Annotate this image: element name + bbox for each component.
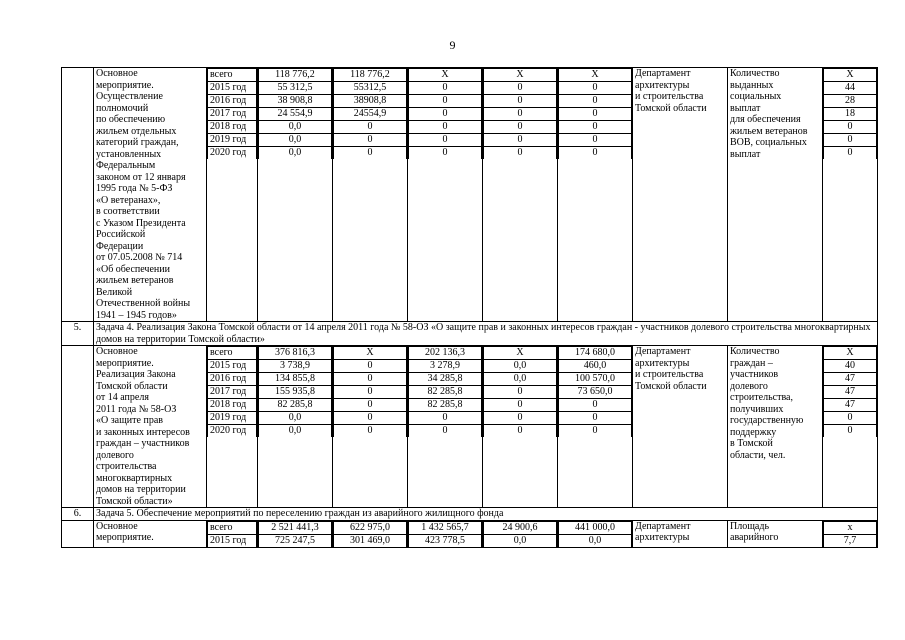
- period-row: [259, 134, 332, 147]
- period-row: [559, 360, 632, 373]
- indicator-value: X: [824, 347, 877, 360]
- funding-value: 24 554,9: [259, 108, 332, 121]
- period-label: 2017 год: [208, 386, 257, 399]
- period-row: [484, 108, 557, 121]
- period-row: [208, 69, 257, 82]
- period-row: [259, 412, 332, 425]
- indicator-value: 44: [824, 82, 877, 95]
- value-row: [824, 95, 877, 108]
- funding-value: 118 776,2: [259, 69, 332, 82]
- period-row: [334, 425, 407, 438]
- value-row: [824, 134, 877, 147]
- indicator-value: x: [824, 521, 877, 534]
- funding-value: 82 285,8: [409, 399, 482, 412]
- period-row: [409, 425, 482, 438]
- funding-column-1: [258, 68, 333, 322]
- funding-value: 24554,9: [334, 108, 407, 121]
- period-row: [559, 134, 632, 147]
- indicator-value: 47: [824, 399, 877, 412]
- period-row: [559, 95, 632, 108]
- funding-value: 0: [484, 134, 557, 147]
- period-row: [409, 360, 482, 373]
- funding-value: 0: [559, 108, 632, 121]
- period-row: [484, 534, 557, 547]
- row-number: 5.: [62, 322, 94, 346]
- period-label: 2015 год: [208, 534, 257, 547]
- period-row: [259, 82, 332, 95]
- task-row: [62, 508, 878, 521]
- period-list: [558, 521, 632, 547]
- funding-value: 0: [334, 399, 407, 412]
- period-column: [207, 68, 258, 322]
- period-row: [259, 425, 332, 438]
- indicator-value: 47: [824, 386, 877, 399]
- funding-value: 55 312,5: [259, 82, 332, 95]
- funding-value: 0: [409, 121, 482, 134]
- period-row: [208, 347, 257, 360]
- funding-value: 725 247,5: [259, 534, 332, 547]
- indicator-value: 0: [824, 412, 877, 425]
- funding-value: 82 285,8: [409, 386, 482, 399]
- period-label: 2016 год: [208, 373, 257, 386]
- value-row: [824, 121, 877, 134]
- funding-value: 423 778,5: [409, 534, 482, 547]
- indicator-values: [823, 68, 878, 322]
- period-label: всего: [208, 69, 257, 82]
- funding-value: 0: [559, 134, 632, 147]
- value-row: [824, 399, 877, 412]
- funding-column-4: [483, 68, 558, 322]
- period-list: [333, 521, 407, 547]
- funding-value: 0: [409, 134, 482, 147]
- value-list: [823, 521, 877, 547]
- period-row: [208, 108, 257, 121]
- period-row: [259, 69, 332, 82]
- indicator-value: 28: [824, 95, 877, 108]
- funding-value: 0: [484, 412, 557, 425]
- funding-value: 0: [484, 386, 557, 399]
- period-row: [484, 347, 557, 360]
- period-label: 2016 год: [208, 95, 257, 108]
- period-label: 2015 год: [208, 360, 257, 373]
- period-row: [334, 95, 407, 108]
- period-list: [558, 68, 632, 159]
- period-row: [484, 134, 557, 147]
- period-row: [559, 121, 632, 134]
- period-row: [484, 521, 557, 534]
- period-row: [259, 399, 332, 412]
- executor: Департамент архитектуры: [633, 520, 728, 547]
- funding-value: 0,0: [259, 147, 332, 160]
- period-row: [208, 121, 257, 134]
- funding-value: 0,0: [259, 412, 332, 425]
- funding-value: 0: [559, 147, 632, 160]
- period-row: [259, 386, 332, 399]
- period-row: [334, 386, 407, 399]
- period-row: [409, 82, 482, 95]
- value-row: [824, 425, 877, 438]
- period-list: [333, 68, 407, 159]
- funding-value: 0: [559, 412, 632, 425]
- task-title: Задача 5. Обеспечение мероприятий по переселению граждан из аварийного жилищного фонда: [94, 508, 878, 521]
- indicator: Количество выданных социальных выплат для обеспечения жильем ветеранов ВОВ, социальных выплат: [728, 68, 823, 322]
- funding-column-2: [333, 520, 408, 547]
- funding-column-5: [558, 520, 633, 547]
- period-row: [208, 386, 257, 399]
- period-row: [208, 534, 257, 547]
- funding-value: X: [334, 347, 407, 360]
- funding-value: 134 855,8: [259, 373, 332, 386]
- period-row: [334, 399, 407, 412]
- funding-value: 0: [409, 425, 482, 438]
- period-list: [258, 346, 332, 437]
- period-row: [409, 534, 482, 547]
- period-row: [484, 425, 557, 438]
- period-row: [484, 69, 557, 82]
- row-number: 6.: [62, 508, 94, 521]
- period-row: [334, 108, 407, 121]
- funding-value: 376 816,3: [259, 347, 332, 360]
- funding-value: 55312,5: [334, 82, 407, 95]
- value-row: [824, 147, 877, 160]
- funding-value: X: [559, 69, 632, 82]
- period-list: [483, 68, 557, 159]
- period-row: [559, 108, 632, 121]
- funding-value: 0: [334, 360, 407, 373]
- funding-value: 460,0: [559, 360, 632, 373]
- period-list: [258, 521, 332, 547]
- period-row: [559, 425, 632, 438]
- period-row: [559, 82, 632, 95]
- funding-column-4: [483, 346, 558, 508]
- funding-value: 34 285,8: [409, 373, 482, 386]
- period-row: [259, 534, 332, 547]
- measure-row: [62, 520, 878, 547]
- funding-value: 0,0: [559, 534, 632, 547]
- funding-column-2: [333, 68, 408, 322]
- funding-value: 38 908,8: [259, 95, 332, 108]
- value-row: [824, 534, 877, 547]
- period-row: [559, 412, 632, 425]
- period-row: [334, 134, 407, 147]
- funding-value: 82 285,8: [259, 399, 332, 412]
- funding-value: 2 521 441,3: [259, 521, 332, 534]
- period-label: 2015 год: [208, 82, 257, 95]
- funding-value: 0: [409, 147, 482, 160]
- funding-value: 0: [484, 399, 557, 412]
- indicator-value: 47: [824, 373, 877, 386]
- period-row: [484, 412, 557, 425]
- funding-value: 3 278,9: [409, 360, 482, 373]
- period-row: [409, 147, 482, 160]
- period-row: [409, 347, 482, 360]
- funding-value: 0: [409, 108, 482, 121]
- funding-value: 0: [334, 134, 407, 147]
- period-label: 2018 год: [208, 399, 257, 412]
- period-row: [259, 121, 332, 134]
- period-list: [207, 68, 257, 159]
- measure-description: Основное мероприятие. Реализация Закона Томской области от 14 апреля 2011 года № 58-ОЗ «О защите прав и законных интересов граждан – участников долевого строительства многоквартирных домов на территории Томской области»: [94, 346, 207, 508]
- value-row: [824, 347, 877, 360]
- funding-column-3: [408, 520, 483, 547]
- funding-value: 301 469,0: [334, 534, 407, 547]
- value-list: [823, 346, 877, 437]
- indicator-value: 0: [824, 147, 877, 160]
- period-column: [207, 346, 258, 508]
- indicator-value: 40: [824, 360, 877, 373]
- funding-value: 0,0: [259, 134, 332, 147]
- period-list: [207, 521, 257, 547]
- period-list: [408, 346, 482, 437]
- period-label: 2017 год: [208, 108, 257, 121]
- period-row: [334, 534, 407, 547]
- funding-column-2: [333, 346, 408, 508]
- period-row: [409, 386, 482, 399]
- funding-value: 0: [484, 95, 557, 108]
- funding-value: 0: [484, 425, 557, 438]
- period-row: [559, 147, 632, 160]
- measure-description: Основное мероприятие. Осуществление полномочий по обеспечению жильем отдельных категорий граждан, установленных Федеральным законом от 12 января 1995 года № 5-ФЗ «О ветеранах», в соответствии с Указом Президента Российской Федерации от 07.05.2008 № 714 «Об обеспечении жильем ветеранов Великой Отечественной войны 1941 – 1945 годов»: [94, 68, 207, 322]
- period-row: [334, 521, 407, 534]
- period-row: [409, 399, 482, 412]
- period-column: [207, 520, 258, 547]
- period-row: [259, 95, 332, 108]
- period-row: [259, 108, 332, 121]
- value-row: [824, 373, 877, 386]
- funding-value: 202 136,3: [409, 347, 482, 360]
- period-list: [483, 521, 557, 547]
- period-row: [208, 373, 257, 386]
- period-row: [409, 69, 482, 82]
- period-row: [484, 95, 557, 108]
- indicator: Количество граждан – участников долевого строительства, получивших государственную поддержку в Томской области, чел.: [728, 346, 823, 508]
- period-row: [409, 121, 482, 134]
- funding-value: 118 776,2: [334, 69, 407, 82]
- measure-row: [62, 346, 878, 508]
- period-list: [483, 346, 557, 437]
- funding-column-5: [558, 68, 633, 322]
- period-row: [409, 108, 482, 121]
- funding-value: 174 680,0: [559, 347, 632, 360]
- period-row: [559, 347, 632, 360]
- indicator-values: [823, 346, 878, 508]
- indicator-value: 7,7: [824, 534, 877, 547]
- funding-value: 441 000,0: [559, 521, 632, 534]
- period-list: [258, 68, 332, 159]
- period-row: [259, 147, 332, 160]
- funding-value: 0: [334, 121, 407, 134]
- period-row: [409, 95, 482, 108]
- value-row: [824, 386, 877, 399]
- funding-column-3: [408, 68, 483, 322]
- executor: Департамент архитектуры и строительства Томской области: [633, 346, 728, 508]
- value-row: [824, 412, 877, 425]
- period-list: [333, 346, 407, 437]
- period-list: [207, 346, 257, 437]
- period-row: [208, 412, 257, 425]
- period-row: [409, 373, 482, 386]
- period-row: [334, 147, 407, 160]
- period-row: [208, 360, 257, 373]
- row-number: [62, 520, 94, 547]
- task-title: Задача 4. Реализация Закона Томской области от 14 апреля 2011 года № 58-ОЗ «О защите прав и законных интересов граждан - участников долевого строительства многоквартирных домов на территории Томской области»: [94, 322, 878, 346]
- value-row: [824, 108, 877, 121]
- period-list: [558, 346, 632, 437]
- period-row: [334, 121, 407, 134]
- funding-value: 0: [409, 412, 482, 425]
- period-row: [409, 412, 482, 425]
- funding-value: 0: [484, 82, 557, 95]
- task-row: [62, 322, 878, 346]
- period-row: [484, 386, 557, 399]
- funding-column-4: [483, 520, 558, 547]
- period-row: [208, 147, 257, 160]
- period-label: всего: [208, 521, 257, 534]
- period-row: [409, 521, 482, 534]
- funding-column-5: [558, 346, 633, 508]
- funding-value: X: [484, 69, 557, 82]
- period-row: [559, 386, 632, 399]
- period-row: [208, 425, 257, 438]
- funding-value: 0: [334, 412, 407, 425]
- funding-value: 1 432 565,7: [409, 521, 482, 534]
- funding-value: 0: [334, 425, 407, 438]
- value-row: [824, 82, 877, 95]
- executor: Департамент архитектуры и строительства Томской области: [633, 68, 728, 322]
- funding-value: 0: [409, 95, 482, 108]
- period-row: [334, 360, 407, 373]
- period-label: 2019 год: [208, 412, 257, 425]
- period-label: всего: [208, 347, 257, 360]
- indicator-value: 18: [824, 108, 877, 121]
- funding-value: 0: [484, 108, 557, 121]
- funding-value: 0: [559, 425, 632, 438]
- period-row: [484, 360, 557, 373]
- funding-value: 0: [559, 399, 632, 412]
- period-row: [559, 69, 632, 82]
- row-number: [62, 68, 94, 322]
- period-row: [208, 95, 257, 108]
- value-row: [824, 521, 877, 534]
- indicator-value: 0: [824, 134, 877, 147]
- funding-value: 0,0: [259, 425, 332, 438]
- funding-value: 622 975,0: [334, 521, 407, 534]
- period-row: [334, 412, 407, 425]
- funding-value: 0,0: [484, 534, 557, 547]
- indicator-value: X: [824, 69, 877, 82]
- period-row: [334, 347, 407, 360]
- period-row: [334, 82, 407, 95]
- indicator: Площадь аварийного: [728, 520, 823, 547]
- indicator-value: 0: [824, 121, 877, 134]
- funding-value: 0,0: [484, 373, 557, 386]
- funding-value: 24 900,6: [484, 521, 557, 534]
- period-label: 2019 год: [208, 134, 257, 147]
- period-row: [484, 399, 557, 412]
- funding-value: 100 570,0: [559, 373, 632, 386]
- indicator-value: 0: [824, 425, 877, 438]
- period-row: [259, 360, 332, 373]
- period-label: 2020 год: [208, 147, 257, 160]
- period-row: [484, 147, 557, 160]
- funding-column-1: [258, 520, 333, 547]
- period-row: [559, 534, 632, 547]
- funding-column-1: [258, 346, 333, 508]
- measure-description: Основное мероприятие.: [94, 520, 207, 547]
- funding-value: 0: [409, 82, 482, 95]
- period-row: [208, 399, 257, 412]
- period-row: [259, 373, 332, 386]
- indicator-values: [823, 520, 878, 547]
- funding-value: 0: [334, 386, 407, 399]
- period-row: [484, 121, 557, 134]
- funding-value: 155 935,8: [259, 386, 332, 399]
- funding-value: 0,0: [484, 360, 557, 373]
- period-row: [559, 521, 632, 534]
- period-row: [334, 373, 407, 386]
- period-row: [208, 134, 257, 147]
- period-row: [208, 521, 257, 534]
- funding-value: 38908,8: [334, 95, 407, 108]
- period-row: [559, 373, 632, 386]
- period-row: [484, 82, 557, 95]
- program-table: [61, 67, 878, 548]
- page-number: 9: [449, 38, 456, 52]
- funding-value: X: [484, 347, 557, 360]
- funding-value: 0: [334, 373, 407, 386]
- period-row: [559, 399, 632, 412]
- period-row: [334, 69, 407, 82]
- value-list: [823, 68, 877, 159]
- funding-value: 0: [484, 147, 557, 160]
- funding-column-3: [408, 346, 483, 508]
- period-label: 2020 год: [208, 425, 257, 438]
- period-row: [259, 347, 332, 360]
- period-row: [409, 134, 482, 147]
- period-row: [259, 521, 332, 534]
- funding-value: 3 738,9: [259, 360, 332, 373]
- funding-value: 0: [484, 121, 557, 134]
- funding-value: 0,0: [259, 121, 332, 134]
- value-row: [824, 69, 877, 82]
- funding-value: 0: [559, 121, 632, 134]
- period-row: [484, 373, 557, 386]
- period-label: 2018 год: [208, 121, 257, 134]
- funding-value: 0: [559, 82, 632, 95]
- funding-value: 0: [559, 95, 632, 108]
- period-list: [408, 521, 482, 547]
- funding-value: 73 650,0: [559, 386, 632, 399]
- measure-row: [62, 68, 878, 322]
- funding-value: 0: [334, 147, 407, 160]
- row-number: [62, 346, 94, 508]
- period-list: [408, 68, 482, 159]
- funding-value: X: [409, 69, 482, 82]
- value-row: [824, 360, 877, 373]
- period-row: [208, 82, 257, 95]
